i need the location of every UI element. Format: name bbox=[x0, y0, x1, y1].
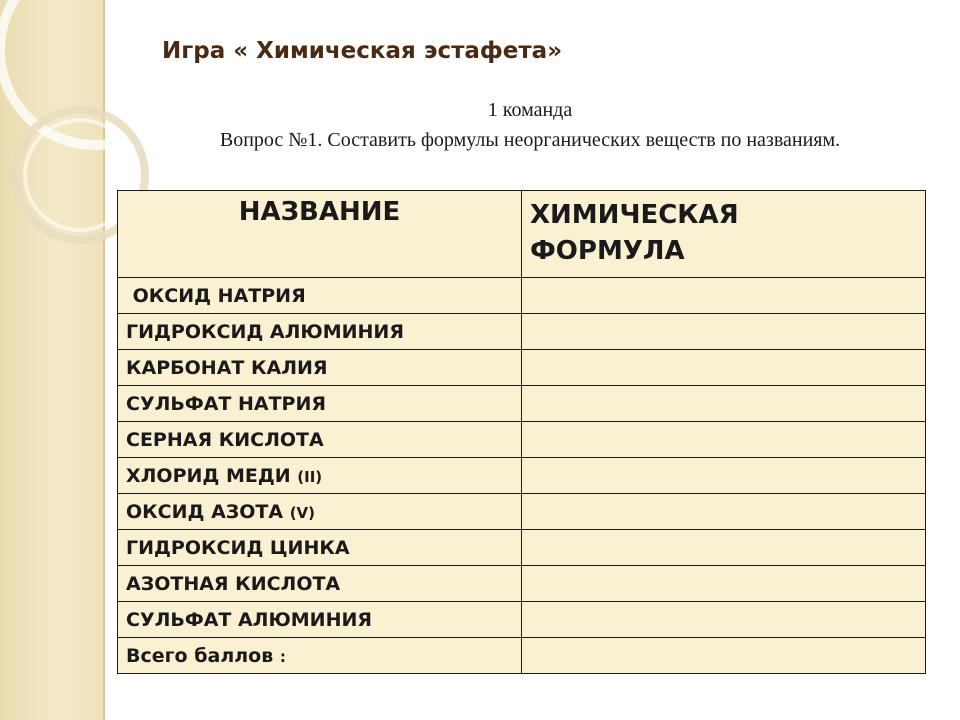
substance-name: ГИДРОКСИД ЦИНКА bbox=[126, 536, 350, 559]
header-formula-line2: ФОРМУЛА bbox=[530, 236, 685, 266]
table-row bbox=[118, 278, 926, 314]
formula-answer-cell[interactable] bbox=[522, 494, 926, 530]
substance-name-cell bbox=[118, 602, 522, 638]
formula-answer-cell[interactable] bbox=[522, 638, 926, 674]
substance-name-cell bbox=[118, 458, 522, 494]
table-header-row bbox=[118, 191, 926, 278]
formula-answer-cell[interactable] bbox=[522, 602, 926, 638]
question-text: Вопрос №1. Составить формулы неорганических веществ по названиям. bbox=[219, 129, 841, 151]
header-formula bbox=[522, 191, 926, 278]
deco-circle-large bbox=[0, 0, 160, 145]
formula-answer-cell[interactable] bbox=[522, 386, 926, 422]
team-label: 1 команда bbox=[487, 99, 573, 121]
substance-name-cell bbox=[118, 314, 522, 350]
table-row bbox=[118, 386, 926, 422]
substance-name: ГИДРОКСИД АЛЮМИНИЯ bbox=[126, 320, 404, 343]
substance-name-cell bbox=[118, 350, 522, 386]
table-row bbox=[118, 566, 926, 602]
substance-name-cell bbox=[118, 422, 522, 458]
slide-title: Игра « Химическая эстафета» bbox=[162, 38, 563, 64]
formula-answer-cell[interactable] bbox=[522, 566, 926, 602]
table-body bbox=[118, 278, 926, 674]
substance-name-cell bbox=[118, 278, 522, 314]
formula-answer-cell[interactable] bbox=[522, 278, 926, 314]
substance-name-suffix: (V) bbox=[289, 503, 316, 522]
substance-name-cell bbox=[118, 494, 522, 530]
table-row bbox=[118, 602, 926, 638]
substance-name-cell bbox=[118, 566, 522, 602]
substance-name-cell bbox=[118, 530, 522, 566]
substance-name: СЕРНАЯ КИСЛОТА bbox=[126, 428, 324, 451]
table-row bbox=[118, 350, 926, 386]
substance-name: СУЛЬФАТ АЛЮМИНИЯ bbox=[126, 608, 373, 631]
substance-name-suffix: (II) bbox=[297, 467, 323, 486]
table-row bbox=[118, 638, 926, 674]
header-formula-line1: ХИМИЧЕСКАЯ bbox=[530, 200, 739, 230]
formula-answer-cell[interactable] bbox=[522, 314, 926, 350]
formula-answer-cell[interactable] bbox=[522, 422, 926, 458]
formula-answer-cell[interactable] bbox=[522, 350, 926, 386]
table-row bbox=[118, 494, 926, 530]
substance-name-suffix: : bbox=[279, 647, 286, 666]
substance-name: ХЛОРИД МЕДИ bbox=[126, 464, 298, 487]
table-row bbox=[118, 314, 926, 350]
header-name: НАЗВАНИЕ bbox=[118, 191, 522, 278]
substance-name-cell bbox=[118, 386, 522, 422]
substance-name-cell bbox=[118, 638, 522, 674]
formulas-table bbox=[117, 190, 926, 674]
substance-name: ОКСИД НАТРИЯ bbox=[126, 284, 306, 307]
table-row bbox=[118, 422, 926, 458]
substance-name: ОКСИД АЗОТА bbox=[126, 500, 290, 523]
substance-name: АЗОТНАЯ КИСЛОТА bbox=[126, 572, 341, 595]
substance-name: СУЛЬФАТ НАТРИЯ bbox=[126, 392, 327, 415]
formula-answer-cell[interactable] bbox=[522, 458, 926, 494]
table-row bbox=[118, 458, 926, 494]
formula-answer-cell[interactable] bbox=[522, 530, 926, 566]
substance-name: КАРБОНАТ КАЛИЯ bbox=[126, 356, 328, 379]
table-row bbox=[118, 530, 926, 566]
substance-name: Всего баллов bbox=[126, 644, 280, 667]
